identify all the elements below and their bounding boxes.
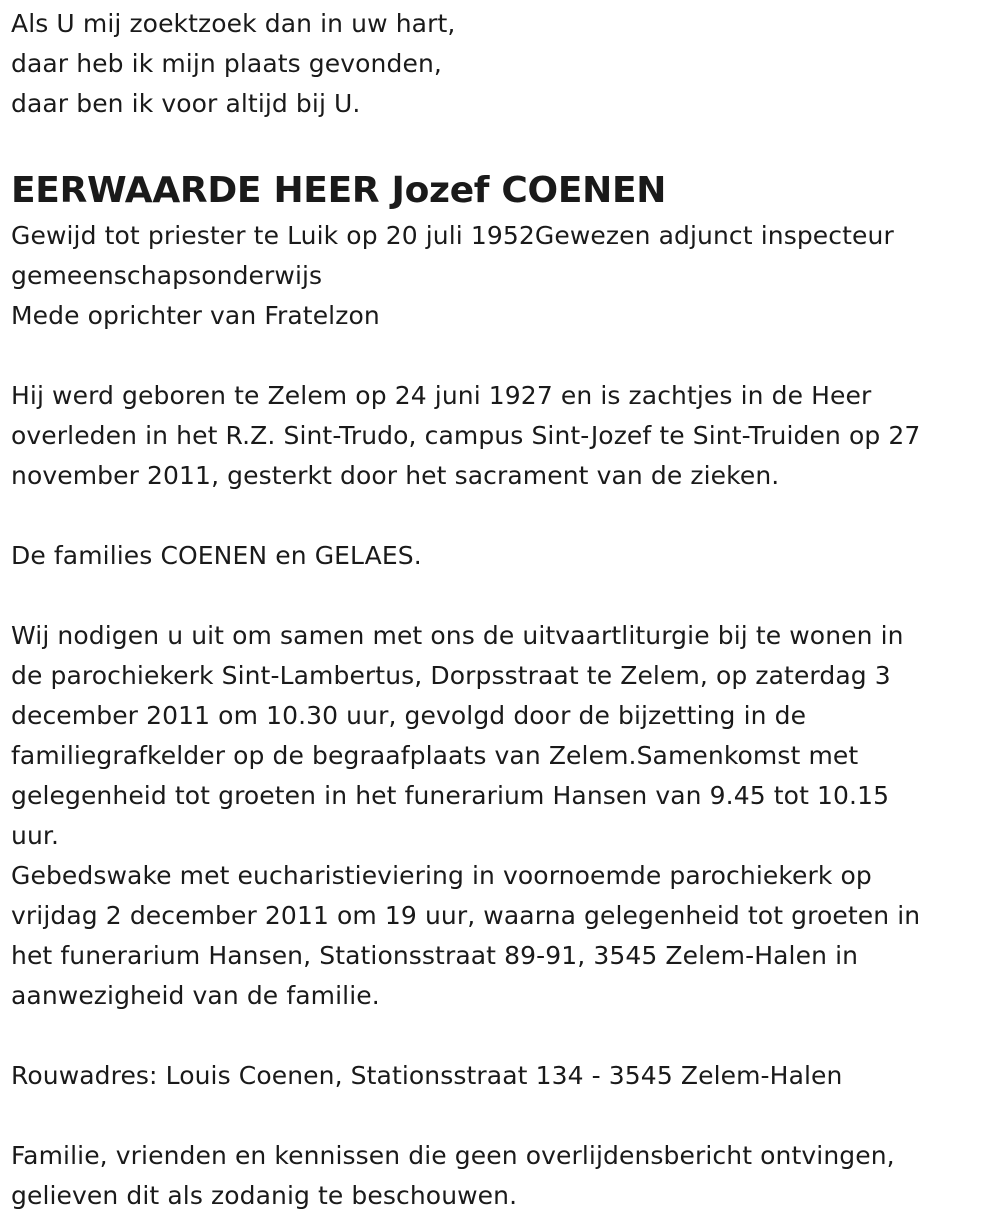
mourning-address: Rouwadres: Louis Coenen, Stationsstraat 134 - 3545 Zelem-Halen (11, 1061, 843, 1090)
paragraph-line: gelegenheid tot groeten in het funerarium Hansen van 9.45 tot 10.15 (11, 781, 890, 810)
paragraph-line: uur. (11, 821, 60, 850)
poem-line: daar ben ik voor altijd bij U. (11, 89, 361, 118)
subtitle (11, 216, 1000, 336)
paragraph-line: december 2011 om 10.30 uur, gevolgd door de bijzetting in de (11, 701, 807, 730)
paragraph-line: Wij nodigen u uit om samen met ons de uitvaartliturgie bij te wonen in (11, 621, 904, 650)
spacer (11, 1096, 1000, 1136)
spacer (11, 1016, 1000, 1056)
subtitle-line: Mede oprichter van Fratelzon (11, 301, 380, 330)
paragraph-line: overleden in het R.Z. Sint-Trudo, campus Sint-Jozef te Sint-Truiden op 27 (11, 421, 921, 450)
families-line: De families COENEN en GELAES. (11, 541, 422, 570)
paragraph-line: vrijdag 2 december 2011 om 19 uur, waarna gelegenheid tot groeten in (11, 901, 921, 930)
birth-death-paragraph (11, 376, 1000, 496)
paragraph-line: Gebedswake met eucharistieviering in voornoemde parochiekerk op (11, 861, 872, 890)
paragraph-line: familiegrafkelder op de begraafplaats van Zelem.Samenkomst met (11, 741, 859, 770)
paragraph-line: aanwezigheid van de familie. (11, 981, 380, 1010)
subtitle-line: gemeenschapsonderwijs (11, 261, 323, 290)
poem-line: daar heb ik mijn plaats gevonden, (11, 49, 442, 78)
paragraph-line: gelieven dit als zodanig te beschouwen. (11, 1181, 518, 1210)
deceased-name-title: EERWAARDE HEER Jozef COENEN (11, 170, 667, 211)
spacer (11, 496, 1000, 536)
poem-line: Als U mij zoektzoek dan in uw hart, (11, 9, 456, 38)
invitation-paragraph (11, 616, 1000, 1016)
paragraph-line: de parochiekerk Sint-Lambertus, Dorpsstraat te Zelem, op zaterdag 3 (11, 661, 891, 690)
paragraph-line: Familie, vrienden en kennissen die geen overlijdensbericht ontvingen, (11, 1141, 895, 1170)
spacer (11, 336, 1000, 376)
spacer (11, 124, 1000, 166)
poem (11, 4, 1000, 124)
closing-paragraph (11, 1136, 1000, 1216)
subtitle-line: Gewijd tot priester te Luik op 20 juli 1952Gewezen adjunct inspecteur (11, 221, 894, 250)
paragraph-line: november 2011, gesterkt door het sacrament van de zieken. (11, 461, 780, 490)
paragraph-line: het funerarium Hansen, Stationsstraat 89-91, 3545 Zelem-Halen in (11, 941, 859, 970)
spacer (11, 576, 1000, 616)
paragraph-line: Hij werd geboren te Zelem op 24 juni 1927 en is zachtjes in de Heer (11, 381, 872, 410)
